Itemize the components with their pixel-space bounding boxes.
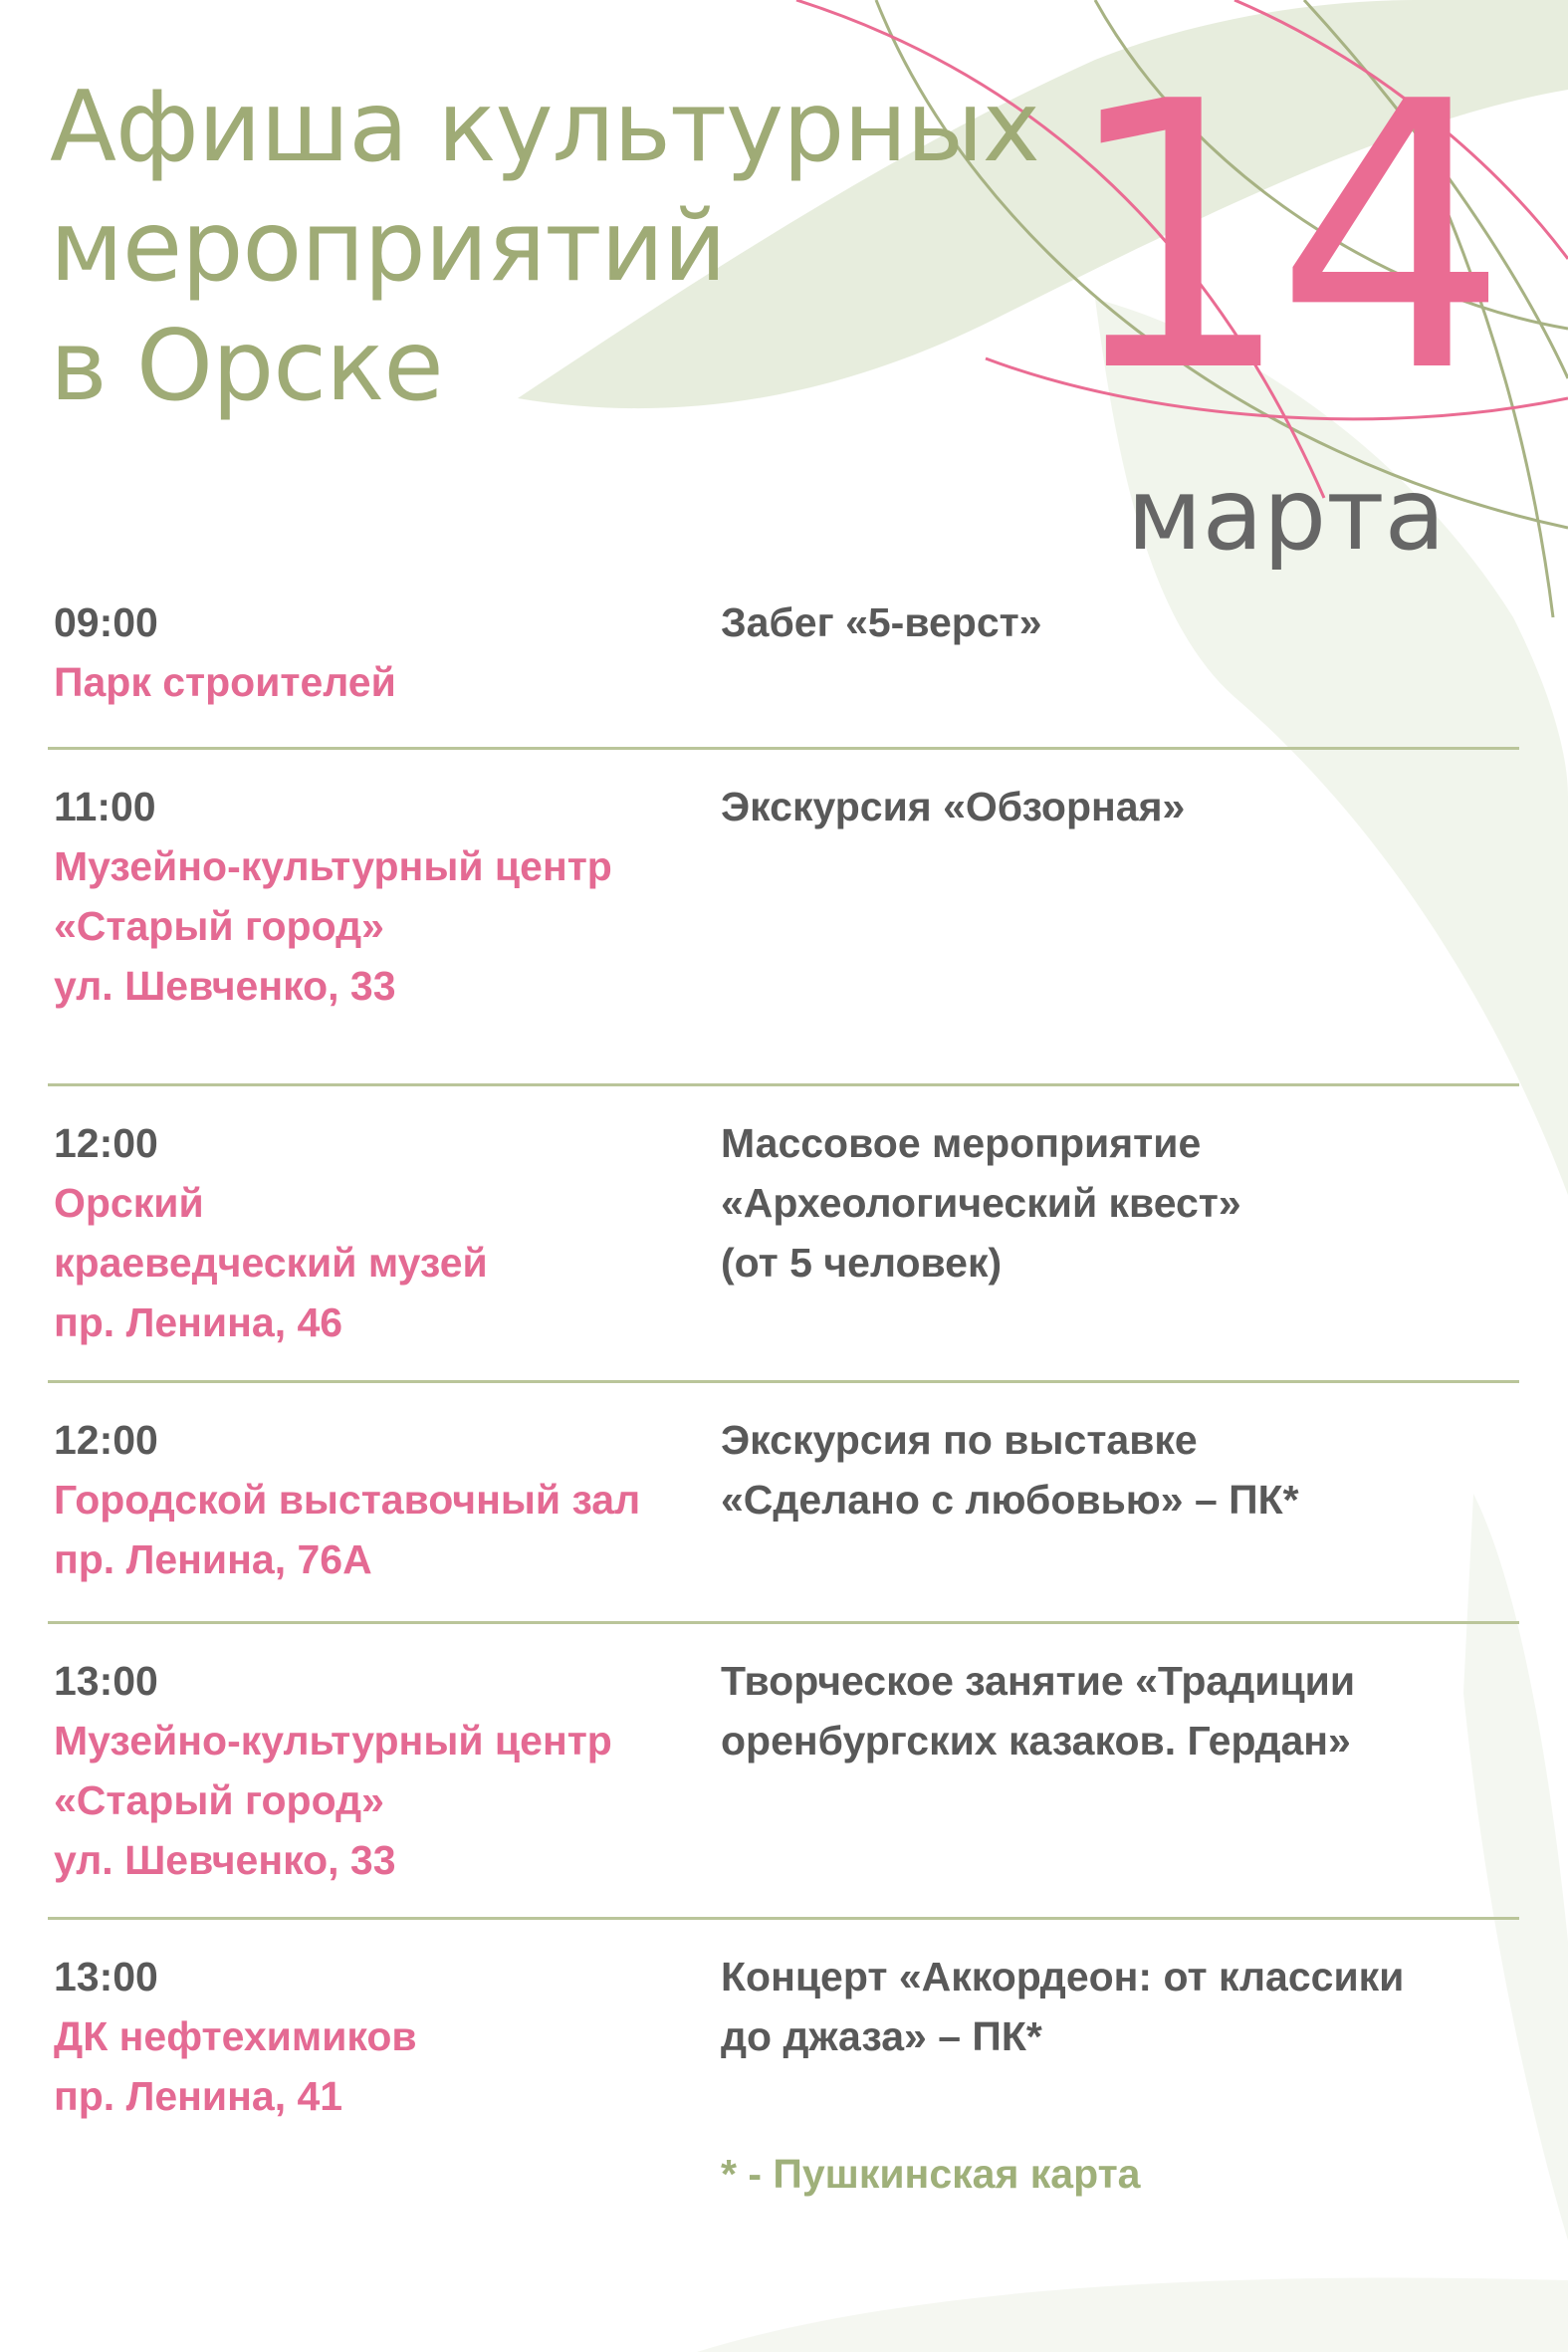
- event-title: [721, 1113, 1517, 1293]
- title-line: мероприятий: [50, 190, 726, 304]
- event-title: [721, 1947, 1517, 2066]
- event-title: [721, 592, 1517, 652]
- event-title-line: (от 5 человек): [721, 1240, 1003, 1286]
- event-title-line: Творческое занятие «Традиции: [721, 1658, 1356, 1704]
- event-title-line: Массовое мероприятие: [721, 1120, 1202, 1166]
- event-title-line: «Сделано с любовью» – ПК*: [721, 1477, 1299, 1523]
- event-item: [48, 1113, 1519, 1383]
- event-title-line: оренбургских казаков. Гердан»: [721, 1718, 1351, 1764]
- event-place-line: «Старый город»: [54, 903, 384, 949]
- event-place-line: Музейно-культурный центр: [54, 843, 612, 889]
- event-place-line: краеведческий музей: [54, 1240, 488, 1286]
- date-month: марта: [1127, 456, 1446, 573]
- date-day: 14: [1060, 25, 1489, 453]
- event-location: [54, 1651, 741, 1890]
- title-line: Афиша культурных: [50, 71, 1039, 184]
- event-title: [721, 1651, 1517, 1770]
- event-title-line: Экскурсия по выставке: [721, 1417, 1198, 1463]
- event-item: [48, 777, 1519, 1086]
- event-place-line: Орский: [54, 1180, 204, 1226]
- event-item: [48, 1947, 1519, 2146]
- event-time: 09:00: [54, 599, 158, 645]
- event-title-line: Концерт «Аккордеон: от классики: [721, 1954, 1405, 1999]
- event-item: [48, 592, 1519, 750]
- event-time: 12:00: [54, 1417, 158, 1463]
- event-place-line: пр. Ленина, 41: [54, 2073, 343, 2119]
- event-place-line: ул. Шевченко, 33: [54, 963, 396, 1009]
- event-schedule: [48, 592, 1519, 2146]
- event-time: 12:00: [54, 1120, 158, 1166]
- event-item: [48, 1651, 1519, 1920]
- title-line: в Орске: [50, 310, 443, 423]
- event-title: [721, 777, 1517, 836]
- footnote: * - Пушкинская карта: [721, 2151, 1141, 2197]
- event-location: [54, 777, 741, 1016]
- event-place-line: Музейно-культурный центр: [54, 1718, 612, 1764]
- event-place-line: ДК нефтехимиков: [54, 2013, 417, 2059]
- event-place-line: Городской выставочный зал: [54, 1477, 641, 1523]
- event-title-line: до джаза» – ПК*: [721, 2013, 1042, 2059]
- event-place-line: «Старый город»: [54, 1777, 384, 1823]
- event-place-line: пр. Ленина, 76А: [54, 1536, 372, 1582]
- event-title-line: Экскурсия «Обзорная»: [721, 784, 1186, 829]
- event-location: [54, 1410, 741, 1589]
- event-location: [54, 1113, 741, 1352]
- page-title: [50, 68, 1039, 426]
- event-location: [54, 1947, 741, 2126]
- event-title-line: «Археологический квест»: [721, 1180, 1241, 1226]
- event-time: 13:00: [54, 1658, 158, 1704]
- event-title-line: Забег «5-верст»: [721, 599, 1042, 645]
- event-location: [54, 592, 741, 712]
- event-time: 13:00: [54, 1954, 158, 1999]
- event-title: [721, 1410, 1517, 1529]
- event-place-line: ул. Шевченко, 33: [54, 1837, 396, 1883]
- brush-stroke-bottom: [697, 2278, 1568, 2352]
- event-place-line: Парк строителей: [54, 659, 396, 705]
- event-time: 11:00: [54, 784, 156, 829]
- event-place-line: пр. Ленина, 46: [54, 1299, 343, 1345]
- event-item: [48, 1410, 1519, 1624]
